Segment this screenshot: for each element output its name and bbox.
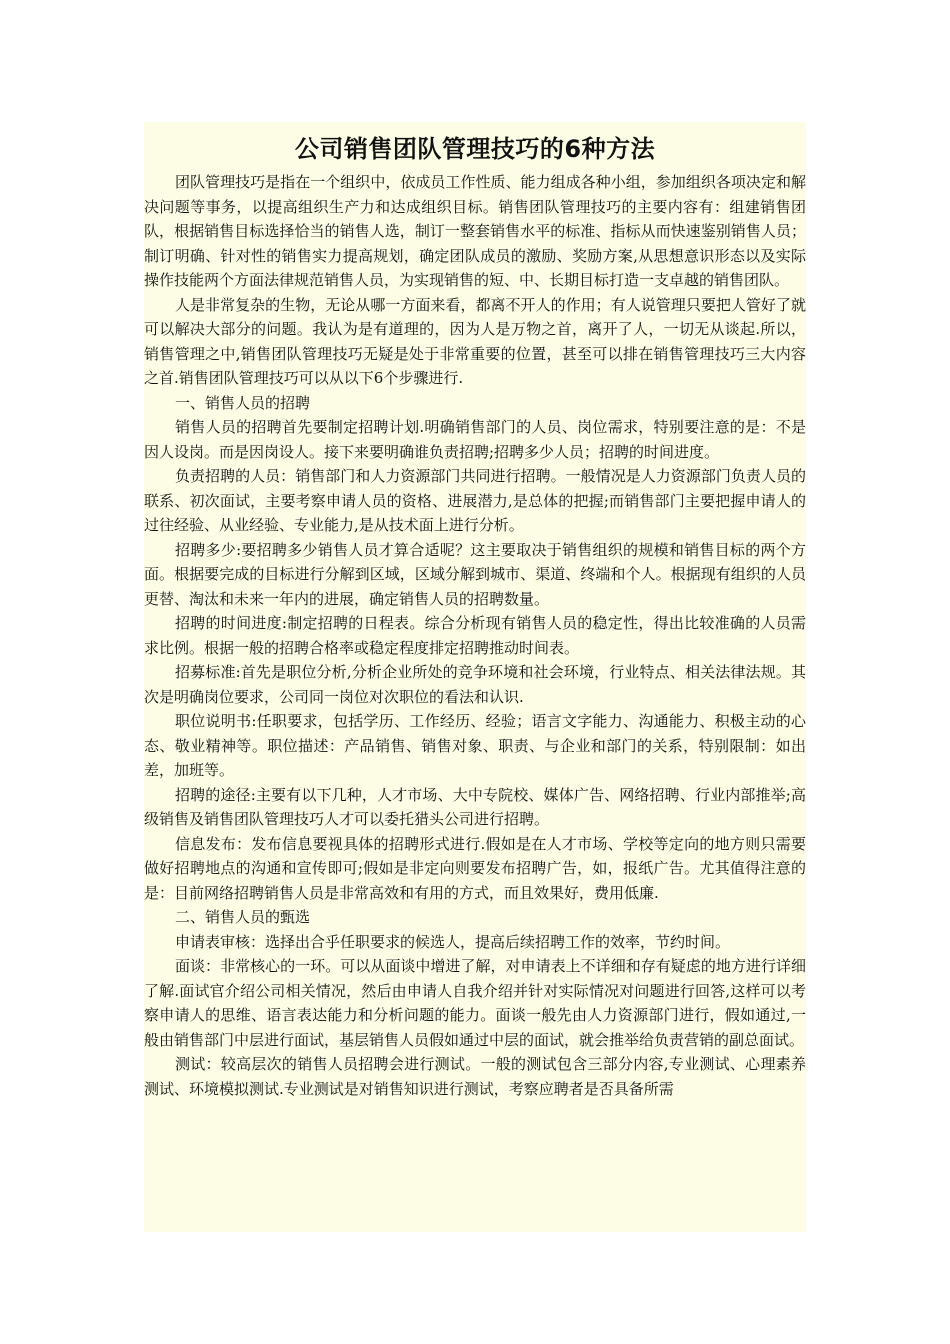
body-paragraph: 面谈：非常核心的一环。可以从面谈中增进了解，对申请表上不详细和存有疑虑的地方进行详细了解.面试官介绍公司相关情况，然后由申请人自我介绍并针对实际情况对问题进行回答,这样可以考察申请人的思维、语言表达能力和分析问题的能力。面谈一般先由人力资源部门进行，假如通过,一般由销售部门中层进行面试，基层销售人员假如通过中层的面试，就会推举给负责营销的副总面试。 bbox=[144, 957, 806, 1049]
body-paragraph: 负责招聘的人员：销售部门和人力资源部门共同进行招聘。一般情况是人力资源部门负责人员的联系、初次面试，主要考察申请人员的资格、进展潜力,是总体的把握;而销售部门主要把握申请人的过往经验、从业经验、专业能力,是从技术面上进行分析。 bbox=[144, 467, 806, 534]
document-page bbox=[144, 122, 806, 1232]
body-paragraph: 招募标准:首先是职位分析,分析企业所处的竞争环境和社会环境，行业特点、相关法律法规。其次是明确岗位要求，公司同一岗位对次职位的看法和认识. bbox=[144, 663, 806, 706]
body-paragraph: 人是非常复杂的生物，无论从哪一方面来看，都离不开人的作用；有人说管理只要把人管好了就可以解决大部分的问题。我认为是有道理的，因为人是万物之首，离开了人，一切无从谈起.所以，销售管理之中,销售团队管理技巧无疑是处于非常重要的位置，甚至可以排在销售管理技巧三大内容之首.销售团队管理技巧可以从以下6个步骤进行. bbox=[144, 295, 806, 387]
body-paragraph: 招聘的途径:主要有以下几种，人才市场、大中专院校、媒体广告、网络招聘、行业内部推举;高级销售及销售团队管理技巧人才可以委托猎头公司进行招聘。 bbox=[144, 785, 806, 828]
body-paragraph: 申请表审核：选择出合乎任职要求的候选人，提高后续招聘工作的效率，节约时间。 bbox=[175, 932, 731, 951]
body-paragraph: 测试：较高层次的销售人员招聘会进行测试。一般的测试包含三部分内容,专业测试、心理素养测试、环境模拟测试.专业测试是对销售知识进行测试，考察应聘者是否具备所需 bbox=[144, 1055, 806, 1098]
body-paragraph: 团队管理技巧是指在一个组织中，依成员工作性质、能力组成各种小组，参加组织各项决定和解决问题等事务，以提高组织生产力和达成组织目标。销售团队管理技巧的主要内容有：组建销售团队，根据销售目标选择恰当的销售人选，制订一整套销售水平的标准、指标从而快速鉴别销售人员；制订明确、针对性的销售实力提高规划，确定团队成员的激励、奖励方案,从思想意识形态以及实际操作技能两个方面法律规范销售人员，为实现销售的短、中、长期目标打造一支卓越的销售团队。 bbox=[144, 173, 806, 289]
body-paragraph: 信息发布：发布信息要视具体的招聘形式进行.假如是在人才市场、学校等定向的地方则只需要做好招聘地点的沟通和宣传即可;假如是非定向则要发布招聘广告，如，报纸广告。尤其值得注意的是：目前网络招聘销售人员是非常高效和有用的方式，而且效果好，费用低廉. bbox=[144, 834, 806, 902]
document-body bbox=[144, 170, 806, 1101]
body-paragraph: 招聘的时间进度:制定招聘的日程表。综合分析现有销售人员的稳定性，得出比较准确的人员需求比例。根据一般的招聘合格率或稳定程度排定招聘推动时间表。 bbox=[144, 614, 806, 657]
section-heading: 二、销售人员的甄选 bbox=[175, 908, 311, 926]
body-paragraph: 招聘多少:要招聘多少销售人员才算合适呢？这主要取决于销售组织的规模和销售目标的两个方面。根据要完成的目标进行分解到区域，区域分解到城市、渠道、终端和个人。根据现有组织的人员更替、淘汰和未来一年内的进展，确定销售人员的招聘数量。 bbox=[144, 540, 806, 608]
section-heading: 一、销售人员的招聘 bbox=[175, 393, 311, 412]
document-title: 公司销售团队管理技巧的6种方法 bbox=[294, 135, 656, 163]
body-paragraph: 职位说明书:任职要求，包括学历、工作经历、经验；语言文字能力、沟通能力、积极主动的心态、敬业精神等。职位描述：产品销售、销售对象、职责、与企业和部门的关系，特别限制：如出差，加班等。 bbox=[144, 712, 806, 779]
body-paragraph: 销售人员的招聘首先要制定招聘计划.明确销售部门的人员、岗位需求，特别要注意的是：不是因人设岗。而是因岗设人。接下来要明确谁负责招聘;招聘多少人员；招聘的时间进度。 bbox=[144, 418, 806, 461]
